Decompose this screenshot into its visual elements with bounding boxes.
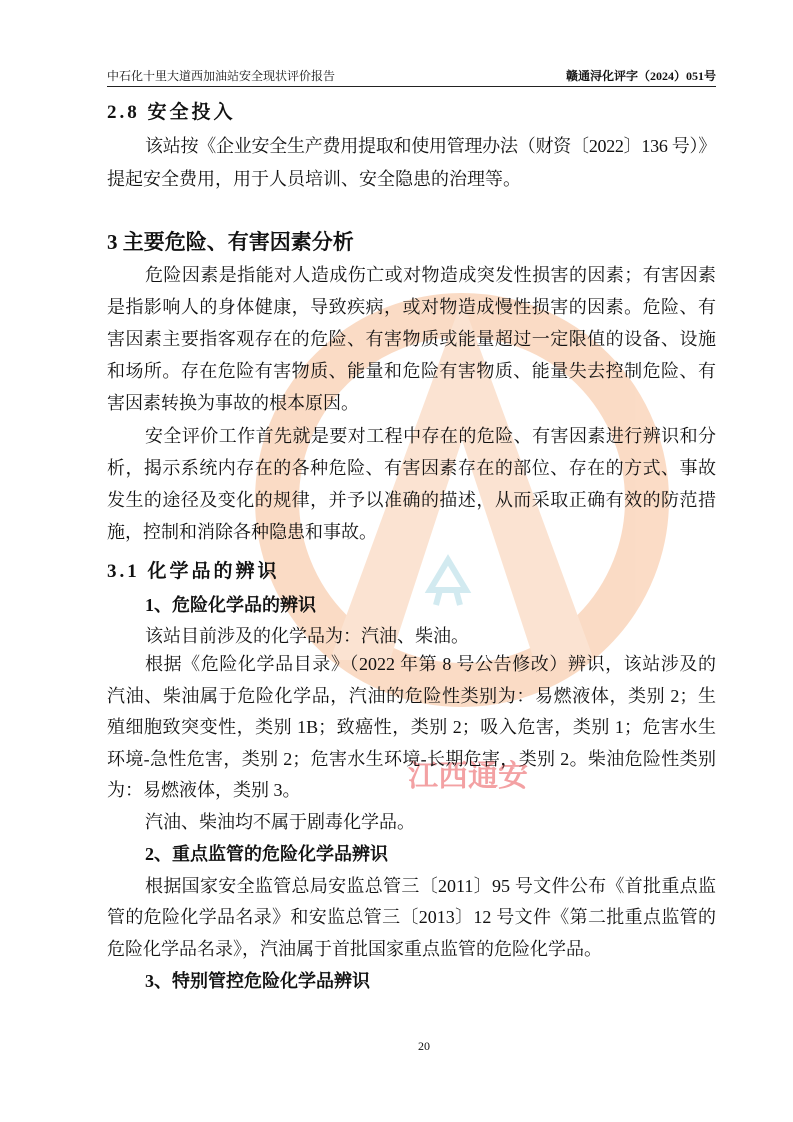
paragraph-line: 管的危险化学品名录》和安监总管三〔2013〕12 号文件《第二批重点监管的 (107, 907, 716, 927)
section-heading-3-1: 3.1 化学品的辨识 (107, 561, 280, 582)
paragraph-line: 环境-急性危害，类别 2；危害水生环境-长期危害，类别 2。柴油危险性类别 (107, 749, 716, 769)
page-number: 20 (418, 1039, 430, 1053)
paragraph-line: 为：易燃液体，类别 3。 (107, 780, 301, 800)
paragraph-line: 发生的途径及变化的规律，并予以准确的描述，从而采取正确有效的防范措 (107, 490, 716, 510)
subsection-heading-2: 2、重点监管的危险化学品辨识 (145, 844, 388, 864)
paragraph-line: 施，控制和消除各种隐患和事故。 (107, 522, 377, 542)
paragraph-line: 该站按《企业安全生产费用提取和使用管理办法（财资〔2022〕136 号）》 (145, 136, 716, 156)
paragraph-line: 根据《危险化学品目录》（2022 年第 8 号公告修改）辨识，该站涉及的 (145, 654, 716, 674)
paragraph-line: 殖细胞致突变性，类别 1B；致癌性，类别 2；吸入危害，类别 1；危害水生 (107, 717, 716, 737)
paragraph-line: 害因素主要指客观存在的危险、有害物质或能量超过一定限值的设备、设施 (107, 329, 716, 349)
watermark-text: 江西通安 (408, 759, 528, 794)
header-divider (107, 86, 716, 87)
paragraph-line: 安全评价工作首先就是要对工程中存在的危险、有害因素进行辨识和分 (145, 426, 716, 446)
subsection-heading-1: 1、危险化学品的辨识 (145, 595, 316, 615)
paragraph-line: 危险因素是指能对人造成伤亡或对物造成突发性损害的因素；有害因素 (145, 265, 716, 285)
paragraph-line: 汽油、柴油属于危险化学品，汽油的危险性类别为：易燃液体，类别 2；生 (107, 686, 716, 706)
subsection-heading-3: 3、特别管控危险化学品辨识 (145, 971, 370, 991)
report-number-header: 赣通浔化评字（2024）051号 (565, 69, 716, 83)
paragraph-line: 危险化学品名录》，汽油属于首批国家重点监管的危险化学品。 (107, 939, 602, 959)
paragraph-line: 该站目前涉及的化学品为：汽油、柴油。 (145, 626, 469, 646)
paragraph-line: 害因素转换为事故的根本原因。 (107, 393, 359, 413)
section-heading-2-8: 2.8 安全投入 (107, 102, 236, 123)
paragraph-line: 汽油、柴油均不属于剧毒化学品。 (145, 812, 415, 832)
paragraph-line: 是指影响人的身体健康，导致疾病，或对物造成慢性损害的因素。危险、有 (107, 297, 716, 317)
report-title-header: 中石化十里大道西加油站安全现状评价报告 (107, 69, 336, 83)
paragraph-line: 析，揭示系统内存在的各种危险、有害因素存在的部位、存在的方式、事故 (107, 458, 716, 478)
paragraph-line: 根据国家安全监管总局安监总管三〔2011〕95 号文件公布《首批重点监 (145, 876, 716, 896)
paragraph-line: 提起安全费用，用于人员培训、安全隐患的治理等。 (107, 169, 521, 189)
paragraph-line: 和场所。存在危险有害物质、能量和危险有害物质、能量失去控制危险、有 (107, 361, 716, 381)
chapter-heading-3: 3 主要危险、有害因素分析 (107, 230, 354, 254)
